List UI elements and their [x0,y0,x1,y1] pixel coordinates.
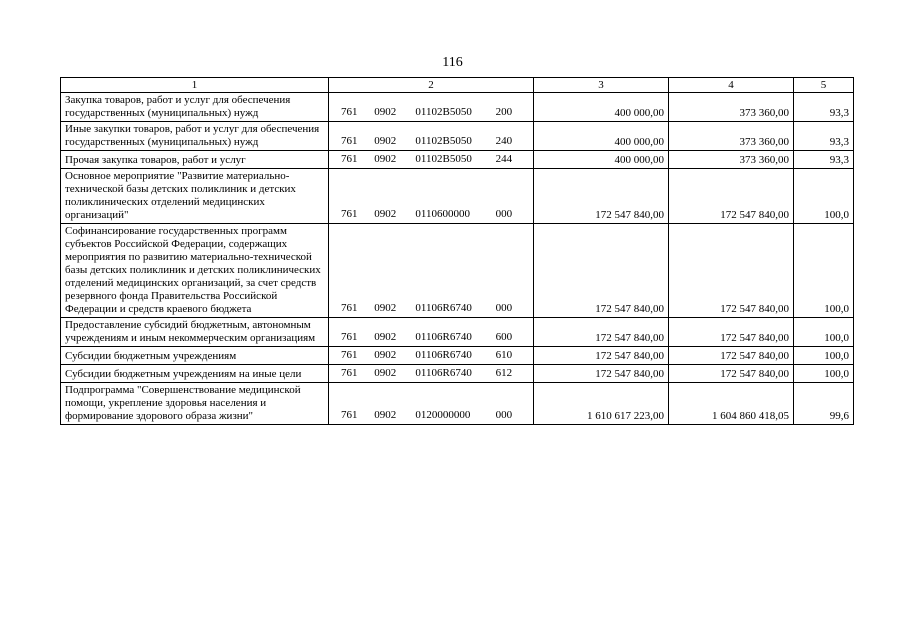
row-code-cell [329,151,534,169]
header-cell-5: 5 [794,78,854,93]
header-cell-1: 1 [61,78,329,93]
section-code: 0902 [374,106,397,118]
section-code: 0902 [374,409,397,421]
row-name-cell: Предоставление субсидий бюджетным, автономным учреждениям и иным некоммерческим организациям [61,318,329,347]
table-row [61,224,854,318]
planned-amount: 400 000,00 [534,122,669,151]
budget-classification-codes [333,330,529,345]
row-name-cell: Иные закупки товаров, работ и услуг для обеспечения государственных (муниципальных) нужд [61,122,329,151]
budget-classification-codes [333,207,529,222]
budget-classification-codes [333,348,529,363]
budget-classification-codes [333,134,529,149]
execution-percent: 93,3 [794,122,854,151]
budget-classification-codes [333,366,529,381]
ved-code: 761 [341,409,358,421]
section-code: 0902 [374,367,397,379]
target-article-code: 01106R6740 [415,367,472,379]
executed-amount: 1 604 860 418,05 [669,383,794,425]
row-name-cell: Основное мероприятие "Развитие материально-технической базы детских поликлиник и детских поликлинических отделений медицинских организаций" [61,169,329,224]
ved-code: 761 [341,208,358,220]
planned-amount: 1 610 617 223,00 [534,383,669,425]
target-article-code: 01102В5050 [415,106,472,118]
page-number: 116 [442,55,463,70]
ved-code: 761 [341,302,358,314]
target-article-code: 0110600000 [415,208,470,220]
execution-percent: 100,0 [794,318,854,347]
expense-type-code: 000 [495,208,513,220]
target-article-code: 01102В5050 [415,135,472,147]
ved-code: 761 [341,135,358,147]
expense-type-code: 610 [495,349,513,361]
planned-amount: 172 547 840,00 [534,347,669,365]
expense-type-code: 612 [495,367,513,379]
row-name-cell: Субсидии бюджетным учреждениям на иные цели [61,365,329,383]
execution-percent: 100,0 [794,224,854,318]
row-code-cell [329,383,534,425]
expense-type-code: 000 [495,302,513,314]
target-article-code: 0120000000 [415,409,471,421]
row-code-cell [329,318,534,347]
row-name-cell: Субсидии бюджетным учреждениям [61,347,329,365]
header-cell-4: 4 [669,78,794,93]
budget-classification-codes [333,301,529,316]
target-article-code: 01106R6740 [415,331,472,343]
planned-amount: 172 547 840,00 [534,224,669,318]
expense-type-code: 240 [495,135,513,147]
table-row [61,151,854,169]
target-article-code: 01106R6740 [415,349,472,361]
row-code-cell [329,169,534,224]
execution-percent: 93,3 [794,151,854,169]
executed-amount: 373 360,00 [669,151,794,169]
executed-amount: 172 547 840,00 [669,347,794,365]
table-row [61,383,854,425]
executed-amount: 172 547 840,00 [669,365,794,383]
header-cell-2: 2 [329,78,534,93]
target-article-code: 01102В5050 [415,153,472,165]
table-row [61,347,854,365]
row-name-cell: Прочая закупка товаров, работ и услуг [61,151,329,169]
budget-classification-codes [333,152,529,167]
row-name-cell: Закупка товаров, работ и услуг для обеспечения государственных (муниципальных) нужд [61,93,329,122]
table-header-row [61,78,854,93]
planned-amount: 172 547 840,00 [534,169,669,224]
budget-classification-codes [333,408,529,423]
execution-percent: 99,6 [794,383,854,425]
table-row [61,122,854,151]
row-name-cell: Подпрограмма "Совершенствование медицинской помощи, укрепление здоровья населения и формирование здорового образа жизни" [61,383,329,425]
expense-type-code: 244 [495,153,513,165]
planned-amount: 172 547 840,00 [534,365,669,383]
execution-percent: 100,0 [794,169,854,224]
execution-percent: 100,0 [794,347,854,365]
execution-percent: 100,0 [794,365,854,383]
executed-amount: 373 360,00 [669,122,794,151]
ved-code: 761 [341,367,358,379]
section-code: 0902 [374,208,397,220]
planned-amount: 400 000,00 [534,93,669,122]
row-code-cell [329,365,534,383]
table-row [61,365,854,383]
ved-code: 761 [341,153,358,165]
ved-code: 761 [341,331,358,343]
section-code: 0902 [374,135,397,147]
row-code-cell [329,347,534,365]
budget-table [60,77,854,425]
planned-amount: 172 547 840,00 [534,318,669,347]
header-cell-3: 3 [534,78,669,93]
row-code-cell [329,224,534,318]
budget-classification-codes [333,105,529,120]
expense-type-code: 600 [495,331,513,343]
expense-type-code: 200 [495,106,513,118]
section-code: 0902 [374,153,397,165]
ved-code: 761 [341,106,358,118]
table-row [61,318,854,347]
executed-amount: 172 547 840,00 [669,169,794,224]
row-code-cell [329,93,534,122]
execution-percent: 93,3 [794,93,854,122]
target-article-code: 01106R6740 [415,302,472,314]
executed-amount: 172 547 840,00 [669,224,794,318]
row-name-cell: Софинансирование государственных программ субъектов Российской Федерации, содержащих мероприятия по развитию материально-технической базы детских поликлиник и детских поликлинических отделений медицинских организаций, за счет средств резервного фонда Правительства Российской Федерации и средств краевого бюджета [61,224,329,318]
executed-amount: 373 360,00 [669,93,794,122]
executed-amount: 172 547 840,00 [669,318,794,347]
expense-type-code: 000 [495,409,513,421]
table-row [61,93,854,122]
planned-amount: 400 000,00 [534,151,669,169]
section-code: 0902 [374,349,397,361]
section-code: 0902 [374,302,397,314]
section-code: 0902 [374,331,397,343]
table-row [61,169,854,224]
row-code-cell [329,122,534,151]
ved-code: 761 [341,349,358,361]
